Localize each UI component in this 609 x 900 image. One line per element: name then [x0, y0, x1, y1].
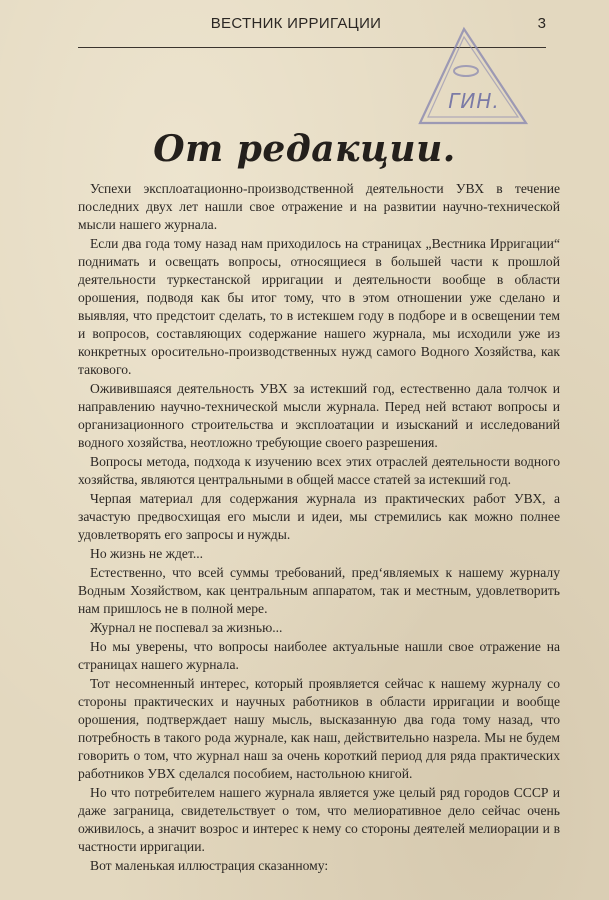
page-number: 3 — [537, 15, 546, 32]
paragraph: Вопросы метода, подхода к изучению всех этих отраслей деятельности водного хозяйства, являются центральными в общей массе статей за истекший год. — [78, 454, 560, 487]
paragraph: Вот маленькая иллюстрация сказанному: — [90, 858, 329, 873]
article-body — [78, 180, 560, 876]
paragraph: Но мы уверены, что вопросы наиболее актуальные нашли свое отражение на страницах нашего журнала. — [78, 639, 560, 672]
paragraph: Естественно, что всей суммы требований, пред‘являемых к нашему журналу Водным Хозяйством, как центральным аппаратом, так и местным, удовлетворить нам пришлось не в полной мере. — [78, 565, 560, 616]
paragraph: Черпая материал для содержания журнала из практических работ УВХ, а зачастую предвосхищая его мысли и идеи, мы стремились как можно полнее удовлетворять его запросы и нужды. — [78, 491, 560, 542]
paragraph: Успехи эксплоатационно-производственной деятельности УВХ в течение последних двух лет нашли свое отражение и на развитии научно-технической мысли нашего журнала. — [78, 181, 560, 232]
library-stamp — [414, 25, 532, 131]
paragraph: Журнал не поспевал за жизнью... — [90, 620, 283, 635]
stamp-triangle-icon — [414, 25, 532, 131]
paragraph: Но что потребителем нашего журнала является уже целый ряд городов СССР и даже заграница, свидетельствует о том, что мелиоративное дело сейчас очень оживилось, а значит возрос и интерес к нему со стороны деятелей мелиорации и в частности ирригации. — [78, 785, 560, 854]
paragraph: Тот несомненный интерес, который проявляется сейчас к нашему журналу со стороны практических и научных работников в области ирригации и вообще орошения, подтверждает нашу мысль, высказанную два года тому назад, что потребность в такого рода журнале, как наш, действительно назрела. Мы не будем говорить о том, что журнал наш за очень короткий период для ряда практических работников УВХ сделался пособием, настольною книгой. — [78, 676, 560, 781]
article-title: От редакции. — [153, 128, 456, 170]
running-title: ВЕСТНИК ИРРИГАЦИИ — [210, 15, 382, 32]
paragraph: Но жизнь не ждет... — [90, 546, 204, 561]
paragraph: Если два года тому назад нам приходилось на страницах „Вестника Ирригации“ поднимать и освещать вопросы, относящиеся в большей части к прошлой деятельности туркестанской ирригации и деятельности вообще в области орошения, подводя как бы итог тому, что в этом отношении уже сделано и выявляя, что предстоит сделать, то в истекшем году в подборе и в освещении тем и вопросов, составляющих содержание нашего журнала, мы исходили уже из конкретных оросительно-производственных нужд самого Водного Хозяйства, как такового. — [78, 236, 560, 377]
stamp-text: ГИН. — [448, 89, 500, 113]
paragraph: Оживившаяся деятельность УВХ за истекший год, естественно дала толчок и направлению научно-технической мысли журнала. Перед ней встают вопросы и организационного строительства и эксплоатации и изысканий и исследований водного хозяйства, неотложно требующие своего разрешения. — [78, 381, 560, 450]
